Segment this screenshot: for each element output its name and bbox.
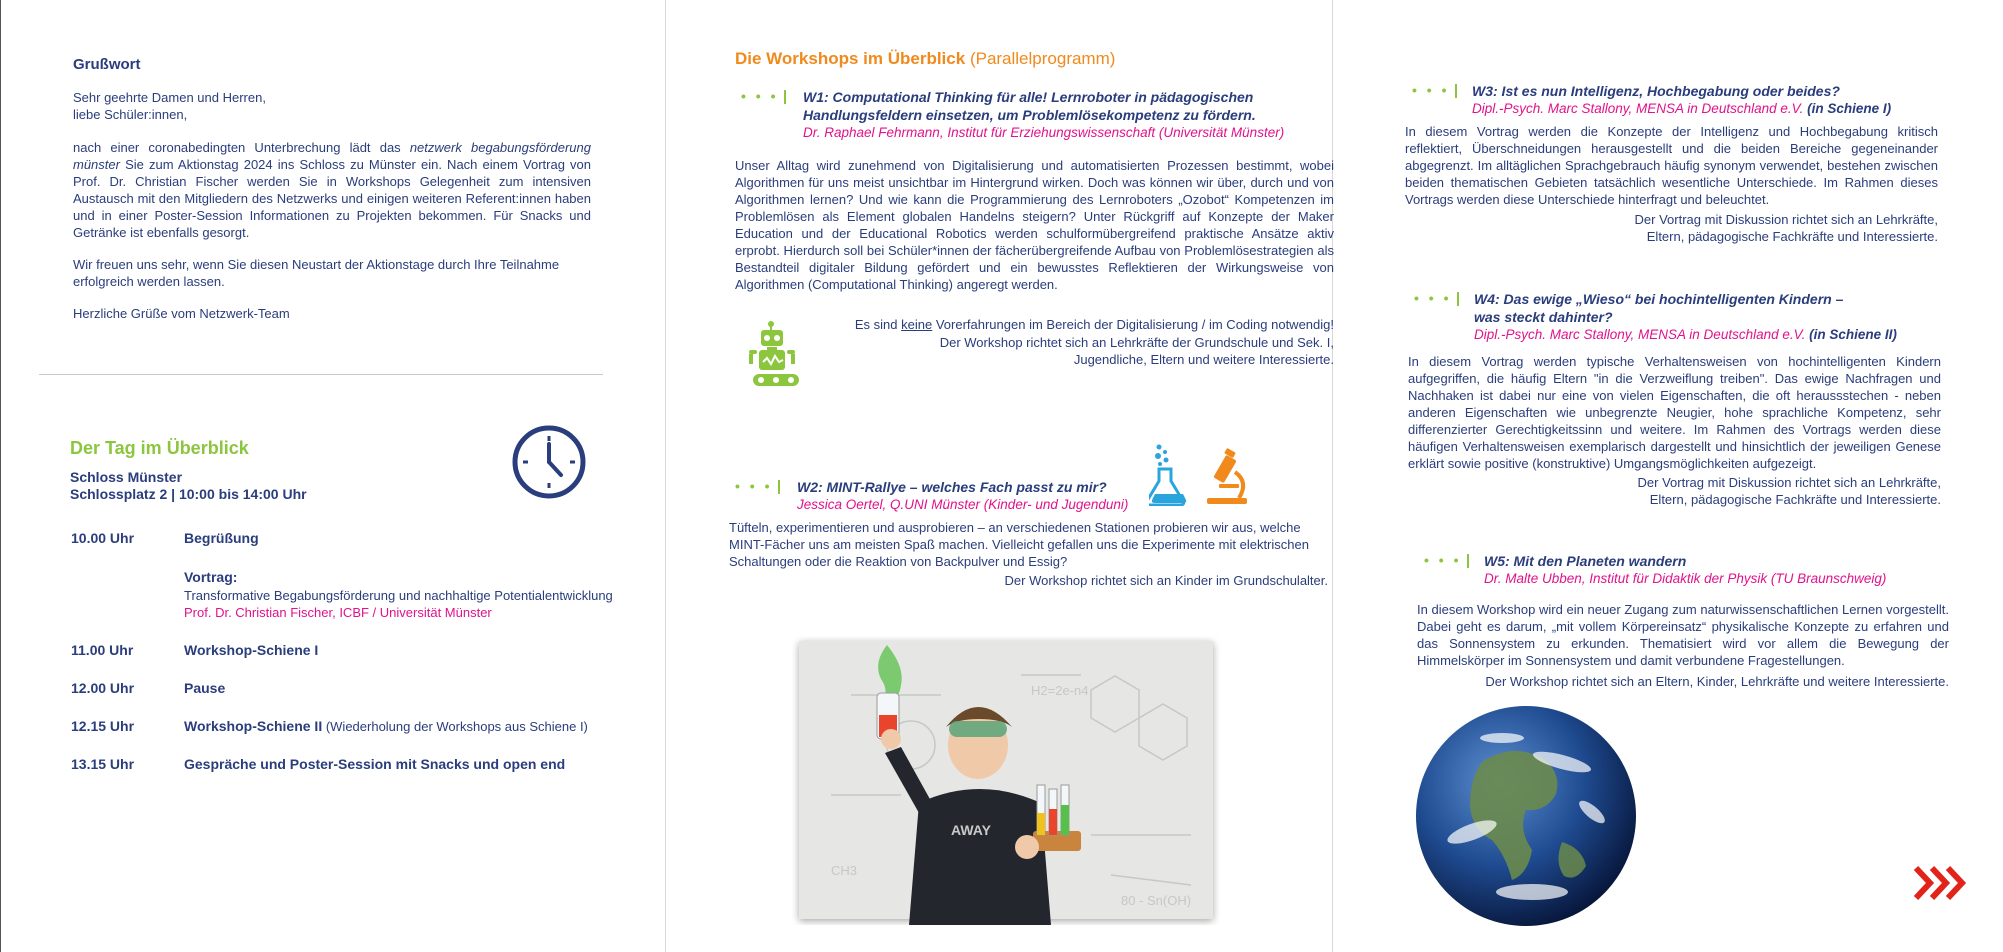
clock-icon <box>511 424 587 500</box>
divider <box>39 374 603 375</box>
venue-name: Schloss Münster <box>70 469 183 485</box>
w1-description: Unser Alltag wird zunehmend von Digitalisierung und automatisierten Prozessen bestimmt, wobei Algorithmen für uns meist unsichtbar im Hintergrund wirken. Doch was können wir über, durch und von Algorithmen lernen? Und wie kann die Programmierung des Lernroboters „Ozobot“ Kompetenzen im Problemlösen als Element globalen Handelns steigern? Unter Rückgriff auf Konzepte der Maker Education und der Educational Robotics werden schulformübergreifend praktische Ansätze aktiv erprobt. Hierdurch soll bei Schüler*innen der fächerübergreifende Aufbau von Problemlösestrategien als Bestandteil digitaler Bildung gefördert und ein bewusstes Reflektieren der Wirkungsweise von Algorithmen (Computational Thinking) angeregt werden. <box>735 158 1334 292</box>
w5-title: W5: Mit den Planeten wandern <box>1484 553 1687 569</box>
w3-title: W3: Ist es nun Intelligenz, Hochbegabung oder beides? <box>1472 83 1840 99</box>
venue-address-time: Schlossplatz 2 | 10:00 bis 14:00 Uhr <box>70 486 307 502</box>
greeting-paragraph-1: nach einer coronabedingten Unterbrechung lädt das netzwerk begabungsförderung münster Sie zum Aktionstag 2024 ins Schloss zu Münster ein. Nach einem Vortrag von Prof. Dr. Christian Fischer werden Sie in Workshops Gelegenheit zum intensiven Austausch mit den Mitgliedern des Netzwerks und einigen weiteren Referent:innen haben und in einer Poster-Session Informationen zu Projekten bekommen. Für Snacks und Getränke ist ebenfalls gesorgt. <box>73 140 591 240</box>
w3-description: In diesem Vortrag werden die Konzepte der Intelligenz und Hochbegabung kritisch reflektiert, Überschneidungen herausgestellt und die beiden Bereiche gegeneinander abgegrenzt. Im alltäglichen Sprachgebrauch häufig synonym verwendet, bestehen zwischen beiden thematischen Gebieten tatsächlich wesentliche Unterschiede. Im Rahmen dieses Vortrags werden diese Unterschiede hinterfragt und beleuchtet. <box>1405 124 1938 207</box>
w5-audience: Der Workshop richtet sich an Eltern, Kinder, Lehrkräfte und weitere Interessierte. <box>1485 674 1949 689</box>
w3-audience-2: Eltern, pädagogische Fachkräfte und Interessierte. <box>1646 229 1938 244</box>
greeting-title: Grußwort <box>73 56 141 73</box>
page-right <box>1334 0 2003 952</box>
w2-speaker: Jessica Oertel, Q.UNI Münster (Kinder- und Jugenduni) <box>797 497 1129 512</box>
w5-description: In diesem Workshop wird ein neuer Zugang zum naturwissenschaftlichen Lernen vorgestellt. Dabei geht es darum, „mit vollem Körpereinsatz“ physikalische Konzepte zu erfahren und das Sonnensystem zu erkunden. Thematisiert wird vor allem die Bewegung der Himmelskörper im Sonnensystem und damit verbundene Fragestellungen. <box>1417 602 1949 668</box>
w1-audience-1: Der Workshop richtet sich an Lehrkräfte der Grundschule und Sek. I, <box>939 335 1334 350</box>
w4-description: In diesem Vortrag werden typische Verhaltensweisen von hochintelligenten Kindern aufgegriffen, die häufig Eltern "in die Verzweiflung treiben". Das ewige Nachfragen und Nachhaken ist dabei nur eine von vielen Eigenschaften, die oft heraussstechen - neben anderen Eigenschaften wie unbegrenzte Neugier, hohe sprachliche Kompetenz, sehr differenzierter Gerechtigkeitssinn und weitere. Im Rahmen des Vortrags werden diese häufigen Verhaltensweisen exemplarisch dargestellt und hinsichtlich der jeweiligen Genese erklärt sowie positive (konstruktive) Umgangsmöglichkeiten aufgezeigt. <box>1408 354 1941 471</box>
schedule-item-2: Workshop-Schiene I <box>184 642 319 658</box>
schedule-time-5: 13.15 Uhr <box>71 756 135 772</box>
schedule-time-3: 12.00 Uhr <box>71 680 135 696</box>
w2-description: Tüfteln, experimentieren und ausprobieren – an verschiedenen Stationen probieren wir aus, welche MINT-Fächer uns am meisten Spaß machen. Vielleicht gefallen uns die Experimente mit elektrischen Schaltungen oder die Reaktion von Backpulver und Essig? <box>729 520 1309 569</box>
earth-image <box>1412 702 1640 930</box>
schedule-time-2: 11.00 Uhr <box>71 642 134 658</box>
w5-speaker: Dr. Malte Ubben, Institut für Didaktik der Physik (TU Braunschweig) <box>1484 571 1887 586</box>
svg-text:CH3: CH3 <box>831 863 858 878</box>
w1-title-1: W1: Computational Thinking für alle! Lernroboter in pädagogischen <box>803 89 1254 105</box>
salutation-1: Sehr geehrte Damen und Herren, <box>73 90 266 105</box>
w1-title-2: Handlungsfeldern einsetzen, um Problemlösekompetenz zu fördern. <box>803 107 1256 123</box>
flask-icon <box>1149 444 1189 506</box>
robot-icon <box>747 320 803 388</box>
next-arrows-icon[interactable] <box>1912 864 1968 902</box>
child-scientist-photo <box>791 635 1221 925</box>
w4-title-2: was steckt dahinter? <box>1474 309 1613 325</box>
schedule-time-1: 10.00 Uhr <box>71 530 135 546</box>
page-left <box>0 0 666 952</box>
w2-title: W2: MINT-Rallye – welches Fach passt zu mir? <box>797 479 1107 495</box>
talk-speaker: Prof. Dr. Christian Fischer, ICBF / Universität Münster <box>184 605 492 620</box>
w4-marker: • • • <box>1414 290 1459 308</box>
w2-marker: • • • <box>735 478 780 496</box>
svg-text:80 - Sn(OH): 80 - Sn(OH) <box>1121 893 1192 908</box>
microscope-icon <box>1203 448 1253 506</box>
w1-note: Es sind keine Vorerfahrungen im Bereich der Digitalisierung / im Coding notwendig! <box>854 317 1334 332</box>
greeting-closing: Herzliche Grüße vom Netzwerk-Team <box>73 306 290 321</box>
w4-audience-2: Eltern, pädagogische Fachkräfte und Interessierte. <box>1649 492 1941 507</box>
w4-audience-1: Der Vortrag mit Diskussion richtet sich an Lehrkräfte, <box>1637 475 1941 490</box>
w3-audience-1: Der Vortrag mit Diskussion richtet sich an Lehrkräfte, <box>1634 212 1938 227</box>
w4-title-1: W4: Das ewige „Wieso“ bei hochintelligenten Kindern – <box>1474 291 1844 307</box>
svg-text:H2=2e-n4: H2=2e-n4 <box>1031 683 1089 698</box>
talk-title: Transformative Begabungsförderung und nachhaltige Potentialentwicklung <box>184 588 613 603</box>
schedule-item-3: Pause <box>184 680 226 696</box>
w2-audience: Der Workshop richtet sich an Kinder im Grundschulalter. <box>1004 573 1328 588</box>
salutation-2: liebe Schüler:innen, <box>73 107 188 122</box>
svg-text:AWAY: AWAY <box>951 822 991 838</box>
w5-marker: • • • <box>1424 552 1469 570</box>
workshops-title: Die Workshops im Überblick (Parallelprogramm) <box>735 49 1116 68</box>
talk-label: Vortrag: <box>184 569 238 585</box>
w1-marker: • • • <box>741 88 786 106</box>
schedule-item-1: Begrüßung <box>184 530 259 546</box>
greeting-paragraph-2: Wir freuen uns sehr, wenn Sie diesen Neustart der Aktionstage durch Ihre Teilnahme erfolgreich werden lassen. <box>73 257 560 289</box>
w4-speaker: Dipl.-Psych. Marc Stallony, MENSA in Deutschland e.V. (in Schiene II) <box>1474 327 1897 342</box>
day-title: Der Tag im Überblick <box>70 438 249 458</box>
w1-audience-2: Jugendliche, Eltern und weitere Interessierte. <box>1073 352 1334 367</box>
schedule-item-5: Gespräche und Poster-Session mit Snacks und open end <box>184 756 566 772</box>
w1-speaker: Dr. Raphael Fehrmann, Institut für Erziehungswissenschaft (Universität Münster) <box>803 125 1285 140</box>
page-middle <box>667 0 1333 952</box>
w3-speaker: Dipl.-Psych. Marc Stallony, MENSA in Deutschland e.V. (in Schiene I) <box>1472 101 1892 116</box>
w3-marker: • • • <box>1412 82 1457 100</box>
schedule-item-4: Workshop-Schiene II (Wiederholung der Workshops aus Schiene I) <box>184 718 588 734</box>
schedule-time-4: 12.15 Uhr <box>71 718 135 734</box>
